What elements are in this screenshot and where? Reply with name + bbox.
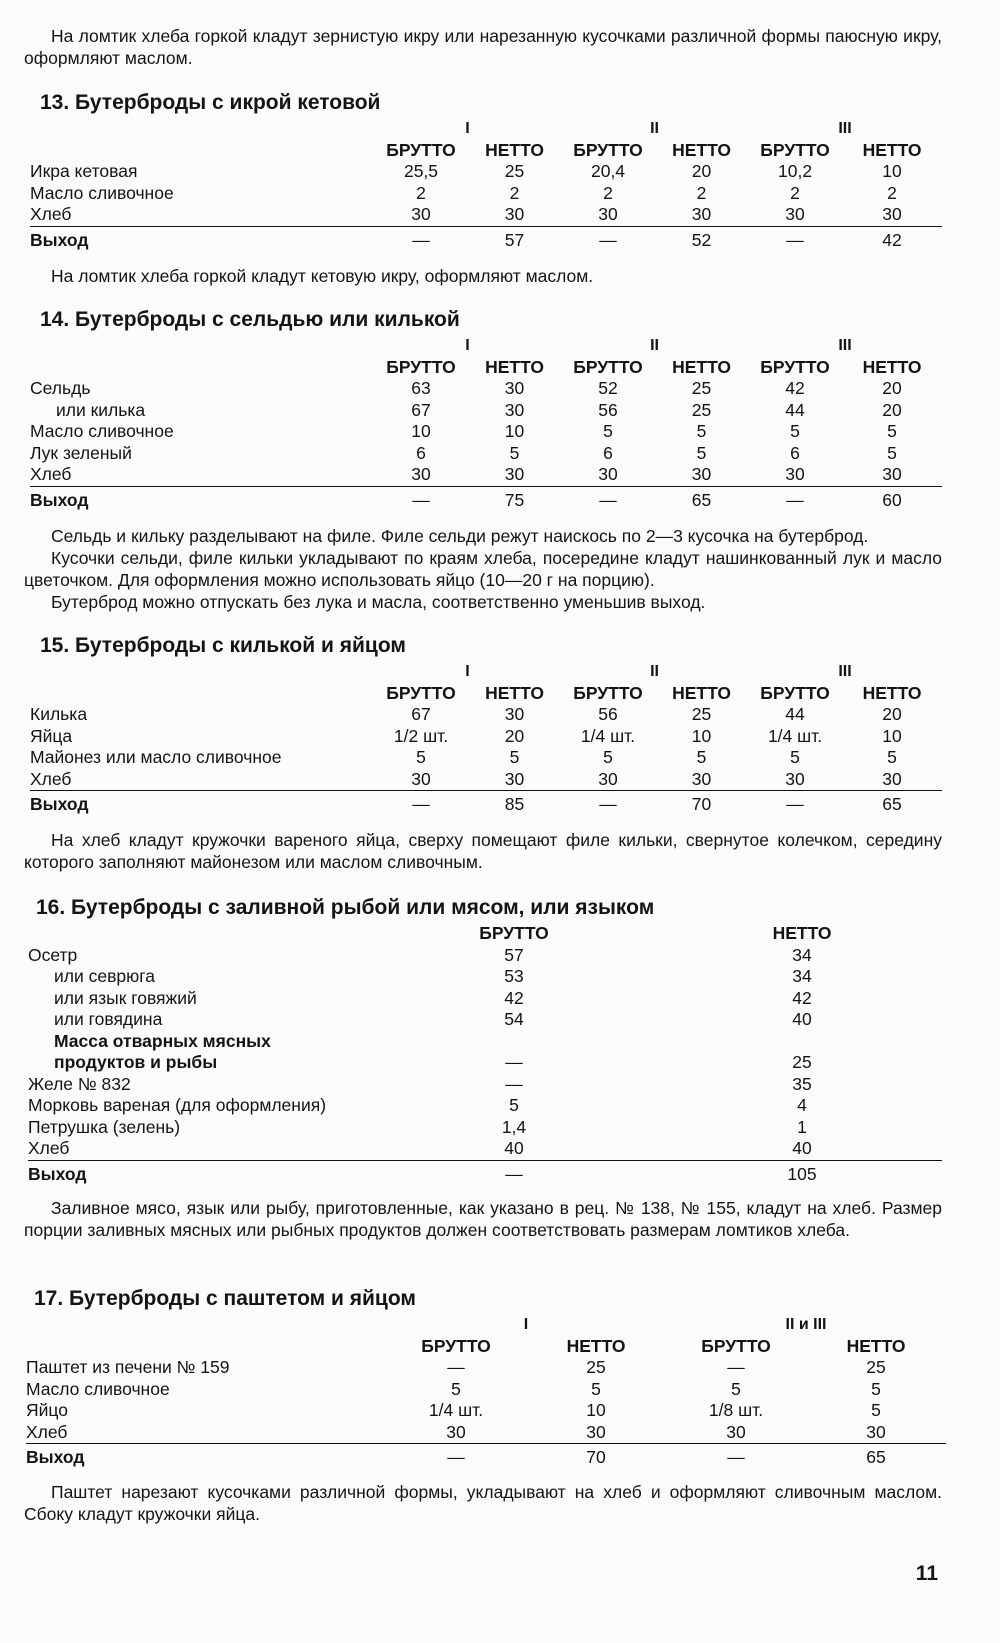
value-cell: 1/2 шт. [393,725,449,746]
value-cell: 5 [509,747,520,767]
output-row [30,486,942,513]
value-cell: — [374,486,468,513]
group-header-1: I [465,663,470,680]
value-cell: 5 [603,747,613,767]
value-cell: — [561,226,655,253]
output-row [30,226,942,253]
recipe-16-title: 16. Бутерброды с заливной рыбой или мясом, или языком [36,896,655,919]
table-row [30,204,942,226]
value-cell [444,1031,584,1053]
value-cell: 5 [509,442,520,463]
value-cell: 10 [882,725,902,746]
value-cell: 30 [411,464,431,484]
ingredient-name: Килька [30,704,88,724]
value-cell: 30 [504,378,525,398]
value-cell: 30 [446,1421,466,1442]
value-cell: 25,5 [403,161,439,181]
recipe-15-paragraph: На хлеб кладут кружочки вареного яйца, сверху помещают филе кильки, свернутое колечком, середину которого заполняют майонезом или маслом сливочным. [24,830,942,872]
ingredient-name: или язык говяжий [54,987,197,1008]
ingredient-name: Масло сливочное [30,182,174,203]
value-cell: — [505,1052,523,1072]
value-cell: 30 [504,204,525,224]
table-row [30,421,942,443]
value-cell: 20 [882,704,902,724]
value-cell: 30 [598,768,618,789]
table-row [28,988,942,1010]
page-number: 11 [915,1562,938,1585]
output-label: Выход [28,1160,444,1187]
value-cell: 70 [655,791,748,818]
table-row [28,1074,942,1096]
col-gross: БРУТТО [701,1335,771,1356]
col-net: НЕТТО [672,356,731,377]
table-row [30,400,942,422]
table-row [30,183,942,205]
value-cell: 10 [691,725,712,746]
value-cell: 25 [691,704,712,724]
table-row [26,1422,946,1444]
value-cell: 30 [691,464,712,484]
value-cell: 30 [598,204,618,224]
col-gross: БРУТТО [573,139,643,160]
ingredient-name: или килька [56,399,146,420]
value-cell: 30 [504,399,525,420]
group-header-1: I [465,120,470,137]
recipe-14-title: 14. Бутерброды с сельдью или килькой [40,308,460,331]
table-row [28,1052,942,1074]
output-label: Выход [26,1444,386,1471]
output-label: Выход [30,226,374,253]
value-cell: 5 [696,747,707,767]
ingredient-name: Масса отварных мясных [54,1030,271,1051]
table-row [30,464,942,486]
table-row [26,1357,946,1379]
value-cell: 10 [882,161,902,181]
value-cell: 30 [691,768,712,789]
value-cell: — [505,1073,523,1094]
value-cell: 53 [504,966,524,986]
value-cell: 42 [504,987,524,1008]
ingredient-name: Масло сливочное [30,421,174,441]
recipe-14-paragraph: Кусочки сельди, филе кильки укладывают по краям хлеба, посередине кладут нашинкованный лук и масло цветочком. Для оформления можно использовать яйцо (10—20 г на порцию). [24,548,942,590]
value-cell: 20 [882,399,902,420]
value-cell: 56 [598,704,618,724]
value-cell: 6 [790,442,800,463]
col-gross: БРУТТО [479,923,549,943]
value-cell: 4 [797,1095,807,1115]
value-cell: 30 [586,1421,606,1442]
col-net: НЕТТО [862,682,922,703]
value-cell: 5 [603,421,613,441]
value-cell: 2 [887,182,897,203]
col-gross: БРУТТО [573,356,643,377]
table-row [30,443,942,465]
value-cell: — [666,1444,806,1471]
col-gross: БРУТТО [573,682,643,703]
ingredient-name: продуктов и рыбы [54,1052,218,1072]
value-cell: 6 [416,442,426,463]
value-cell: 5 [696,442,707,463]
recipe-14-paragraph: Бутерброд можно отпускать без лука и масла, соответственно уменьшив выход. [51,592,706,612]
value-cell: 2 [416,182,426,203]
value-cell: 5 [696,421,707,441]
col-gross: БРУТТО [760,682,830,703]
value-cell: 5 [887,747,897,767]
col-gross: БРУТТО [386,139,456,160]
table-row [28,1138,942,1160]
group-header-23: II и III [785,1316,827,1333]
output-row [26,1444,946,1471]
value-cell: 10 [586,1400,606,1420]
value-cell: 30 [504,464,525,484]
value-cell: 25 [691,399,712,420]
value-cell: 44 [785,399,805,420]
value-cell: 52 [598,378,618,398]
value-cell: 70 [526,1444,666,1471]
ingredient-name: Яйца [30,725,73,746]
table-row [28,1031,942,1053]
col-net: НЕТТО [862,139,922,160]
ingredient-name: Хлеб [30,768,72,789]
col-gross: БРУТТО [386,682,456,703]
col-net: НЕТТО [672,139,731,160]
value-cell: 5 [451,1378,461,1399]
value-cell: 30 [882,768,902,789]
value-cell: 2 [603,182,613,203]
recipe-16-table [28,923,942,1187]
table-row [28,1117,942,1139]
value-cell: 20 [504,725,525,746]
value-cell: — [444,1160,584,1187]
table-row [30,769,942,791]
table-row [30,378,942,400]
table-row [30,704,942,726]
value-cell: 30 [598,464,618,484]
table-row [30,161,942,183]
value-cell: 5 [416,747,426,767]
value-cell: 25 [586,1357,606,1377]
ingredient-name: Икра кетовая [30,161,138,181]
ingredient-name: Майонез или масло сливочное [30,747,282,767]
table-row [26,1379,946,1401]
value-cell: 30 [785,204,805,224]
value-cell: 5 [887,421,897,441]
value-cell: 30 [866,1421,886,1442]
value-cell: 40 [792,1009,812,1029]
recipe-17-title: 17. Бутерброды с паштетом и яйцом [34,1287,416,1310]
value-cell: 34 [792,966,812,986]
output-label: Выход [30,486,374,513]
value-cell: 44 [785,704,805,724]
value-cell: 42 [785,378,805,398]
value-cell: 25 [504,161,525,181]
recipe-15-table [30,661,942,817]
ingredient-name: Паштет из печени № 159 [26,1357,230,1377]
table-row [28,945,942,967]
value-cell: — [374,791,468,818]
value-cell: 42 [842,226,942,253]
value-cell: 56 [598,399,618,420]
value-cell: 30 [785,464,805,484]
ingredient-name: Петрушка (зелень) [28,1116,181,1137]
ingredient-name: Хлеб [30,204,72,224]
col-gross: БРУТТО [760,139,830,160]
ingredient-name: Хлеб [30,464,72,484]
value-cell: — [447,1357,465,1377]
value-cell: 67 [411,704,431,724]
recipe-13-title: 13. Бутерброды с икрой кетовой [40,91,381,114]
group-header-2: II [650,120,659,137]
value-cell: 30 [726,1421,746,1442]
recipe-14-paragraph: Сельдь и кильку разделывают на филе. Филе сельди режут наискось по 2—3 кусочка на бутерброд. [51,526,869,546]
value-cell: 54 [504,1009,524,1029]
value-cell: — [748,486,842,513]
ingredient-name: Масло сливочное [26,1378,170,1399]
value-cell: 30 [785,768,805,789]
value-cell: 1/4 шт. [767,725,823,746]
value-cell: 65 [806,1444,946,1471]
table-row [28,1095,942,1117]
value-cell: 42 [792,987,812,1008]
value-cell: — [561,486,655,513]
ingredient-name: Хлеб [28,1138,70,1158]
group-header-1: I [465,337,470,354]
value-cell: 1/8 шт. [708,1400,764,1420]
ingredient-name: Осетр [28,944,78,965]
ingredient-name: Сельдь [30,378,91,398]
value-cell: 30 [882,464,902,484]
value-cell: 1/4 шт. [428,1400,484,1420]
recipe-17-table [26,1314,946,1470]
col-gross: БРУТТО [386,356,456,377]
value-cell: 1/4 шт. [580,725,636,746]
value-cell: 30 [504,768,525,789]
output-label: Выход [30,791,374,818]
value-cell: 85 [468,791,561,818]
value-cell: 5 [790,747,800,767]
value-cell: 1,4 [501,1116,527,1137]
value-cell: 6 [603,442,613,463]
group-header-2: II [650,663,659,680]
table-row [30,726,942,748]
value-cell: — [561,791,655,818]
value-cell: 75 [468,486,561,513]
value-cell: 2 [696,182,707,203]
value-cell: 10 [411,421,431,441]
value-cell: 5 [509,1095,519,1115]
value-cell: 30 [882,204,902,224]
recipe-14-table [30,335,942,513]
value-cell: 25 [691,378,712,398]
col-gross: БРУТТО [421,1335,491,1356]
ingredient-name: или севрюга [54,966,155,986]
value-cell: 20,4 [590,161,626,181]
table-row [28,966,942,988]
group-header-3: III [838,337,852,354]
group-header-1: I [523,1316,529,1333]
value-cell: 30 [691,204,712,224]
value-cell: 5 [790,421,800,441]
value-cell: 105 [732,1160,872,1187]
value-cell: 60 [842,486,942,513]
ingredient-name: Лук зеленый [30,442,132,463]
value-cell: 30 [504,704,525,724]
recipe-16-paragraph: Заливное мясо, язык или рыбу, приготовленные, как указано в рец. № 138, № 155, кладут на хлеб. Размер порции заливных мясных или рыбных продуктов должен соответствовать размерам ломтиков хлеба. [24,1198,942,1240]
col-net: НЕТТО [566,1335,626,1356]
recipe-13-paragraph: На ломтик хлеба горкой кладут кетовую икру, оформляют маслом. [51,266,594,286]
table-row [28,1009,942,1031]
ingredient-name: Хлеб [26,1421,68,1442]
col-net: НЕТТО [485,682,544,703]
table-row [30,747,942,769]
value-cell: 20 [691,161,712,181]
value-cell: 5 [731,1378,741,1399]
value-cell: 52 [655,226,748,253]
ingredient-name: Морковь вареная (для оформления) [28,1095,327,1115]
col-gross: БРУТТО [760,356,830,377]
value-cell: 10,2 [778,161,813,181]
ingredient-name: Желе № 832 [28,1073,131,1094]
value-cell: 5 [887,442,897,463]
value-cell: 65 [842,791,942,818]
group-header-3: III [838,663,852,680]
col-net: НЕТТО [772,923,832,943]
value-cell: 34 [792,944,812,965]
value-cell: — [374,226,468,253]
recipe-13-table [30,118,942,253]
group-header-2: II [650,337,659,354]
col-net: НЕТТО [672,682,731,703]
value-cell: 5 [591,1378,601,1399]
value-cell: 35 [792,1073,812,1094]
col-net: НЕТТО [846,1335,906,1356]
col-net: НЕТТО [485,356,544,377]
value-cell: — [727,1357,745,1377]
value-cell: 30 [411,768,431,789]
value-cell: 1 [797,1116,807,1137]
table-row [26,1400,946,1422]
value-cell: 40 [792,1138,812,1158]
ingredient-name: или говядина [54,1009,163,1029]
ingredient-name: Яйцо [26,1400,68,1420]
value-cell: 57 [504,944,524,965]
value-cell: 25 [792,1052,812,1072]
value-cell: — [748,791,842,818]
value-cell: — [748,226,842,253]
group-header-3: III [838,120,852,137]
recipe-17-paragraph: Паштет нарезают кусочками различной формы, укладывают на хлеб и оформляют сливочным маслом. Сбоку кладут кружочки яйца. [24,1482,942,1524]
value-cell: — [386,1444,526,1471]
value-cell: 5 [871,1400,881,1420]
value-cell: 40 [504,1138,524,1158]
value-cell: 67 [411,399,431,420]
value-cell: 65 [655,486,748,513]
value-cell: 5 [871,1378,881,1399]
value-cell: 2 [509,182,520,203]
value-cell: 20 [882,378,902,398]
recipe-15-title: 15. Бутерброды с килькой и яйцом [40,634,406,657]
value-cell: 25 [866,1357,886,1377]
value-cell [732,1031,872,1053]
value-cell: 10 [504,421,525,441]
value-cell: 63 [411,378,431,398]
value-cell: 57 [468,226,561,253]
intro-paragraph: На ломтик хлеба горкой кладут зернистую икру или нарезанную кусочками различной формы паюсную икру, оформляют маслом. [24,26,942,68]
value-cell: 30 [411,204,431,224]
output-row [30,791,942,818]
col-net: НЕТТО [485,139,544,160]
output-row [28,1160,942,1187]
value-cell: 2 [790,182,800,203]
col-net: НЕТТО [862,356,922,377]
